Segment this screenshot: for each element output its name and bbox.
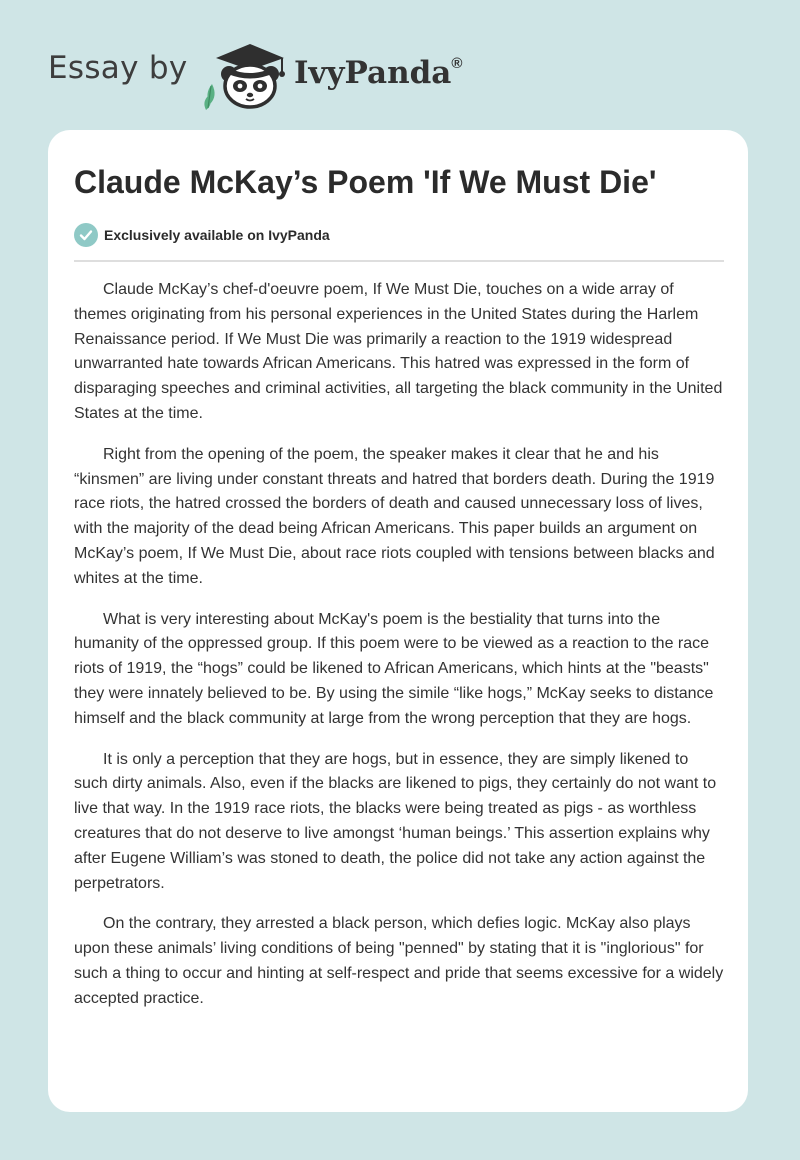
essay-body <box>74 278 726 1028</box>
paragraph: It is only a perception that they are hogs, but in essence, they are simply likened to such dirty animals. Also, even if the blacks are likened to pigs, they certainly do not want to live that way. In the 1919 race riots, the blacks were being treated as pigs - as worthless creatures that do not deserve to live amongst ‘human beings.’ This assertion explains why after Eugene William’s was stoned to death, the police did not take any action against the perpetrators. <box>74 750 717 892</box>
paragraph: On the contrary, they arrested a black person, which defies logic. McKay also plays upon these animals’ living conditions of being "penned" by stating that it is "inglorious" for such a thing to occur and hinting at self-respect and pride that seems excessive for a widely accepted practice. <box>74 915 724 1007</box>
paragraph: What is very interesting about McKay's poem is the bestiality that turns into the humanity of the oppressed group. If this poem were to be viewed as a reaction to the race riots of 1919, the “hogs” could be likened to African Americans, which hints at the "beasts" they were innately believed to be. By using the simile “like hogs,” McKay seeks to distance himself and the black community at large from the wrong perception that they are hogs. <box>74 610 714 727</box>
exclusive-badge <box>74 222 330 248</box>
divider <box>74 260 724 262</box>
brand-name[interactable]: IvyPanda® <box>294 54 463 91</box>
paragraph: Right from the opening of the poem, the speaker makes it clear that he and his “kinsmen” are living under constant threats and hatred that borders death. During the 1919 race riots, the hatred crossed the borders of death and caused unnecessary loss of lives, with the majority of the dead being African Americans. This paper builds an argument on McKay’s poem, If We Must Die, about race riots coupled with tensions between blacks and whites at the time. <box>74 445 715 587</box>
essay-card <box>48 130 748 1112</box>
badge-label: Exclusively available on IvyPanda <box>104 227 330 243</box>
registered-mark: ® <box>451 54 463 72</box>
essay-by-label: Essay by <box>48 50 188 86</box>
page-title: Claude McKay’s Poem 'If We Must Die' <box>74 164 657 200</box>
site-header <box>48 36 548 112</box>
panda-graduate-icon[interactable] <box>202 36 298 112</box>
check-circle-icon <box>74 223 98 247</box>
paragraph: Claude McKay’s chef-d'oeuvre poem, If We Must Die, touches on a wide array of themes originating from his personal experiences in the United States during the Harlem Renaissance period. If We Must Die was primarily a reaction to the 1919 widespread unwarranted hate towards African Americans. This hatred was expressed in the form of disparaging speeches and criminal activities, all targeting the black community in the United States at the time. <box>74 281 723 422</box>
